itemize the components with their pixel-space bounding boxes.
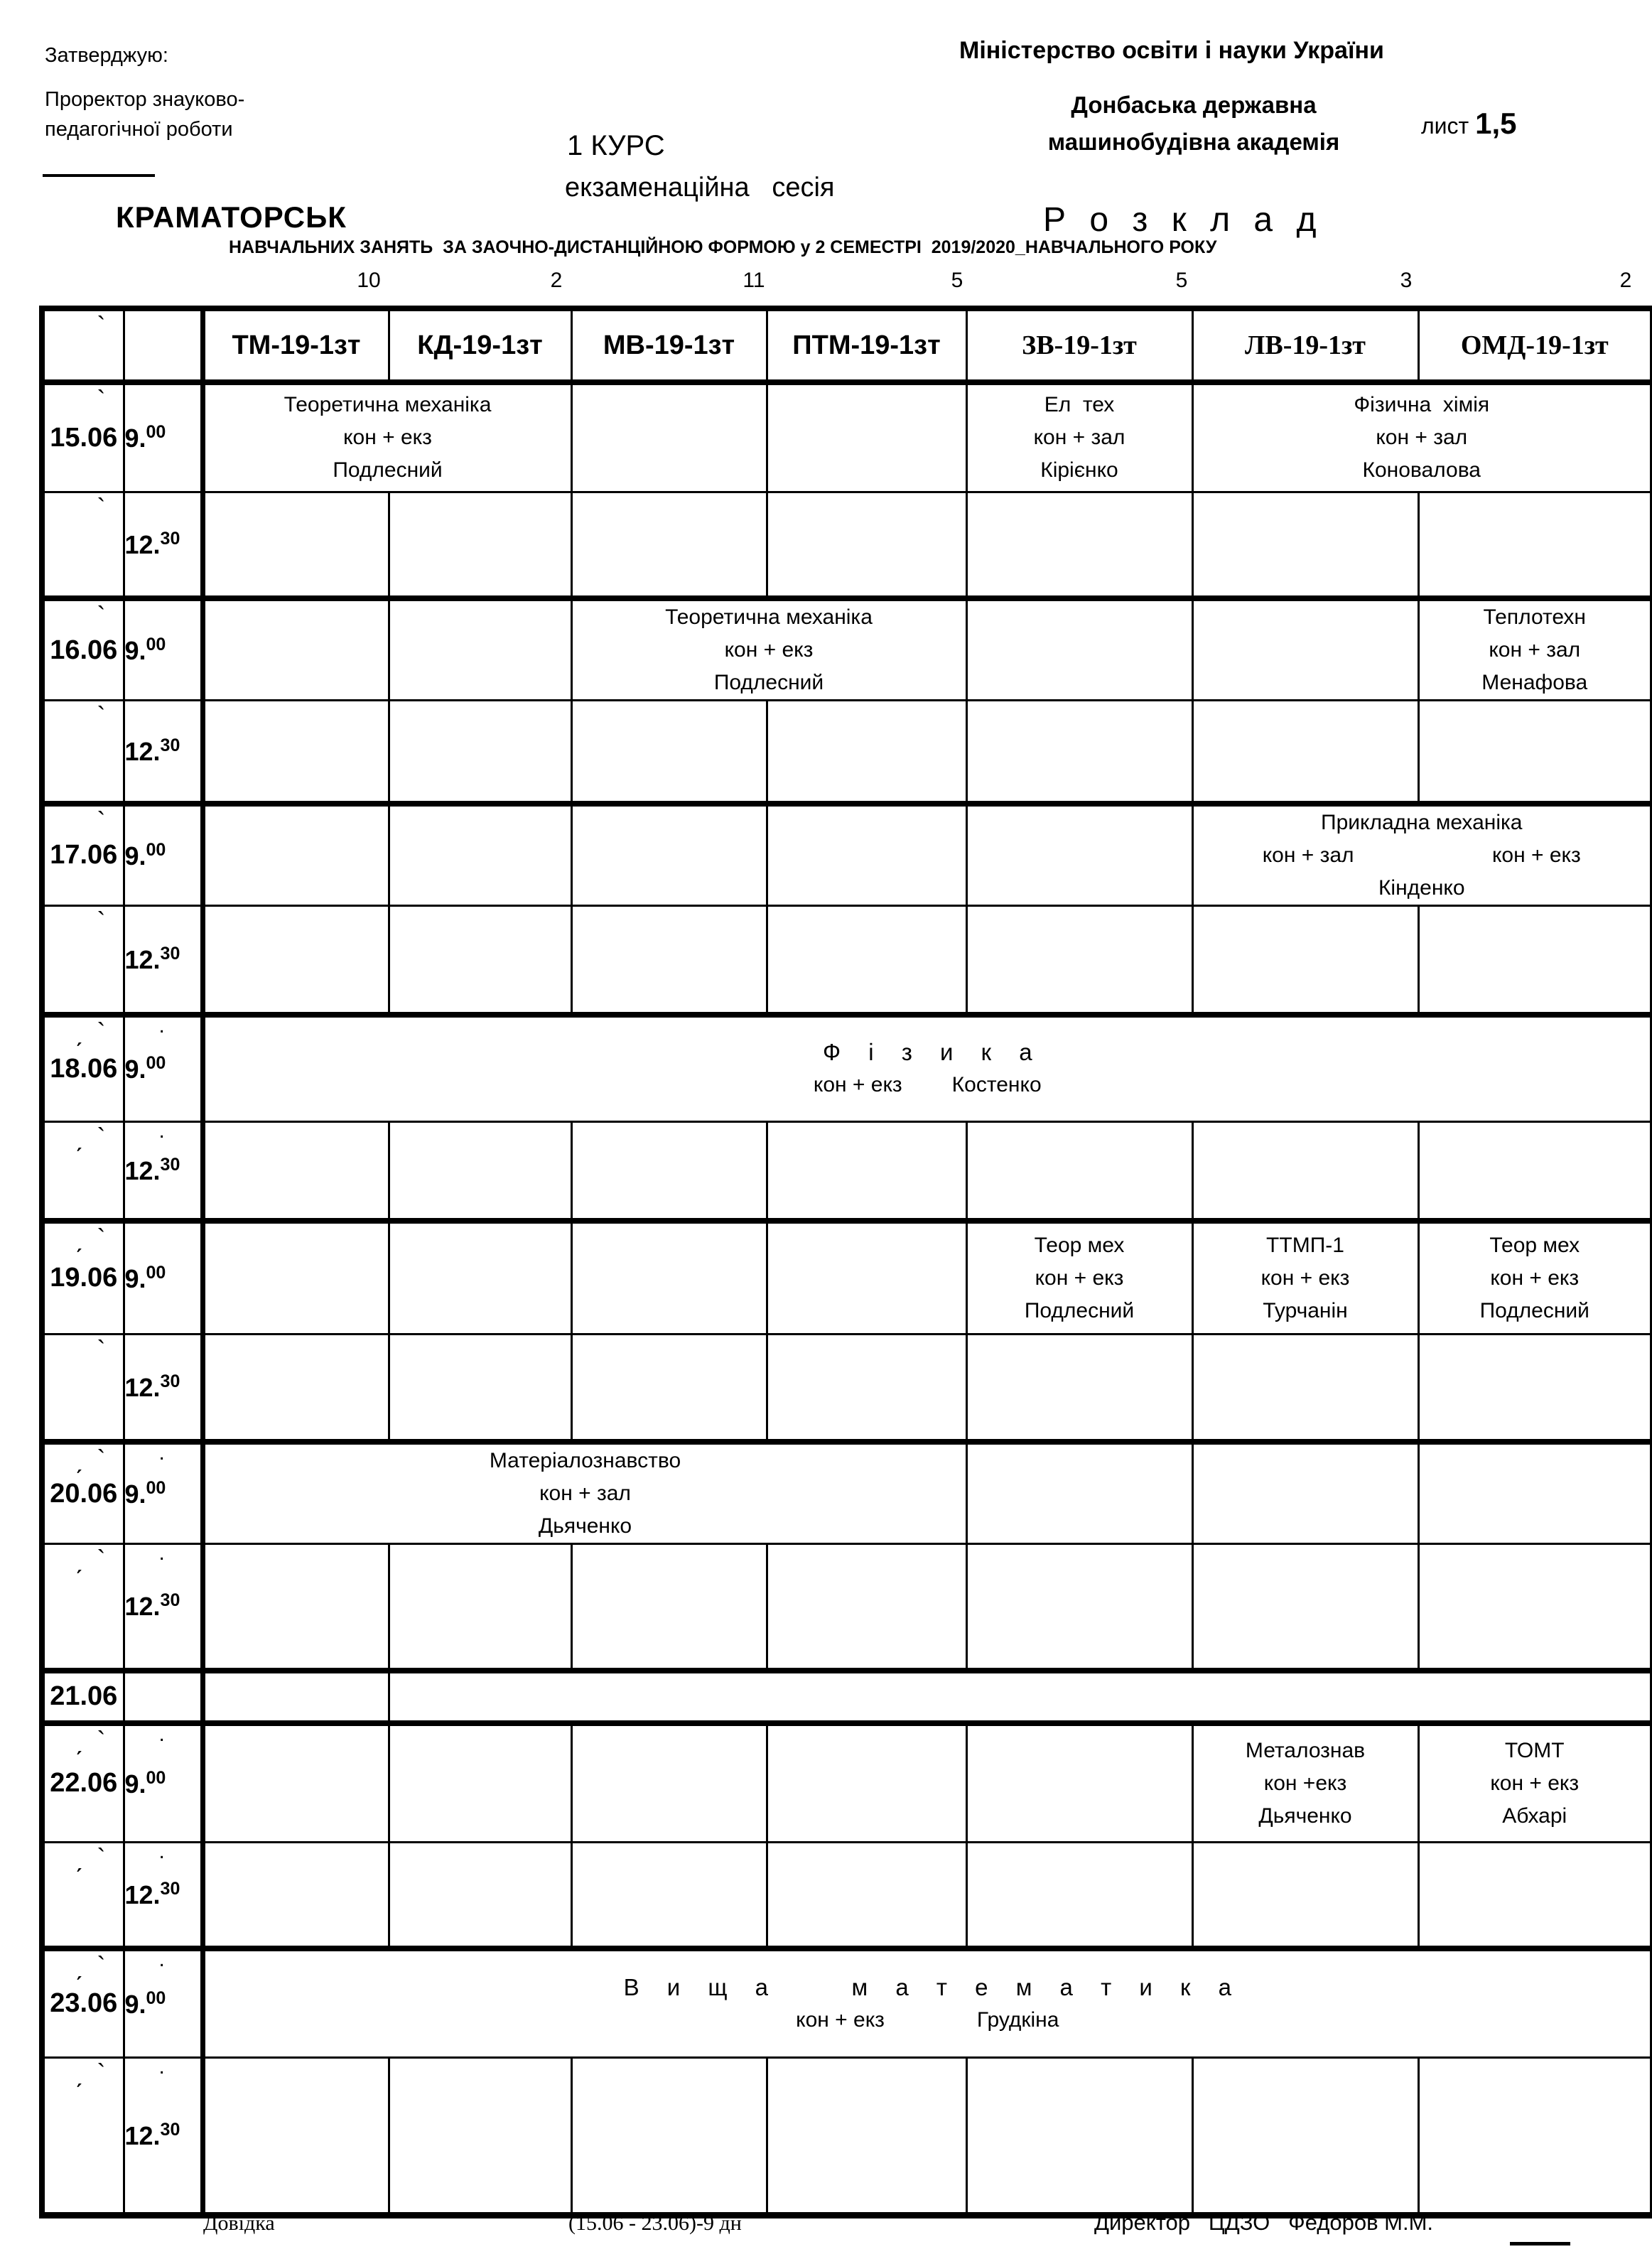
schedule-cell xyxy=(1418,598,1652,701)
time-cell xyxy=(124,1541,203,1671)
empty-cell xyxy=(767,905,966,1015)
document-title: Р о з к л а д xyxy=(1043,201,1317,239)
time-cell xyxy=(124,382,203,492)
empty-cell xyxy=(571,2058,767,2216)
time-label: 12. xyxy=(124,2121,161,2150)
date-cell xyxy=(42,1442,124,1544)
empty-cell xyxy=(571,1544,767,1671)
group-count: 2 xyxy=(550,269,563,292)
time-sup: 30 xyxy=(160,1154,180,1175)
empty-cell xyxy=(571,1843,767,1948)
time-cell xyxy=(124,1221,203,1334)
empty-cell xyxy=(203,1544,389,1671)
date-cell xyxy=(42,1544,124,1671)
empty-cell xyxy=(1418,701,1652,804)
empty-cell xyxy=(767,492,966,598)
time-sup: 30 xyxy=(160,2120,180,2140)
time-cell xyxy=(124,492,203,598)
form-right: кон + екз xyxy=(1491,843,1581,867)
dot-mark: . xyxy=(158,1722,165,1746)
empty-cell xyxy=(571,1723,767,1843)
teacher: Дьяченко xyxy=(538,1514,632,1538)
empty-cell xyxy=(389,804,571,906)
empty-cell xyxy=(571,804,767,906)
schedule-cell xyxy=(203,1442,966,1544)
empty-cell xyxy=(203,598,389,701)
time-label: 12. xyxy=(124,1155,161,1185)
teacher: Турчанін xyxy=(1263,1298,1348,1322)
empty-cell xyxy=(203,1121,389,1221)
date-cell xyxy=(42,1843,124,1948)
empty-cell xyxy=(389,905,571,1015)
date-cell xyxy=(42,905,124,1015)
empty-cell xyxy=(966,905,1192,1015)
empty-cell xyxy=(767,804,966,906)
time-cell xyxy=(124,701,203,804)
time-cell xyxy=(124,804,203,906)
time-label: 12. xyxy=(124,1880,161,1909)
time-label: 9. xyxy=(124,424,146,453)
empty-cell xyxy=(389,1723,571,1843)
teacher: Коновалова xyxy=(1362,458,1481,482)
empty-cell xyxy=(203,1723,389,1843)
session-label: екзаменаційна сесія xyxy=(565,173,835,203)
group-header-zv: ЗВ-19-1зт xyxy=(966,308,1192,382)
time-sup: 00 xyxy=(146,1262,166,1283)
form: кон + екз xyxy=(1035,1266,1124,1290)
date-label: 20.06 xyxy=(50,1478,118,1509)
teacher: Кірієнко xyxy=(1040,458,1118,482)
form: кон + екз xyxy=(1260,1266,1350,1290)
date-cell xyxy=(42,382,124,492)
date-cell xyxy=(42,492,124,598)
dot-mark: . xyxy=(158,1541,165,1565)
tick-mark: ˏ ` xyxy=(74,1951,106,1980)
signature-line xyxy=(43,174,155,177)
empty-cell xyxy=(203,1671,389,1723)
date-cell xyxy=(42,804,124,906)
empty-cell xyxy=(966,701,1192,804)
tick-mark: ` xyxy=(97,385,106,414)
empty-cell xyxy=(389,598,571,701)
empty-cell xyxy=(203,905,389,1015)
footer-director-signature: Директор ЦДЗО Федоров М.М. xyxy=(1094,2210,1434,2235)
time-sup: 00 xyxy=(146,1767,166,1788)
date-label: 17.06 xyxy=(50,840,118,870)
group-header-mv: МВ-19-1зт xyxy=(571,308,767,382)
tick-mark: ` xyxy=(97,806,106,836)
empty-cell xyxy=(571,1334,767,1442)
empty-cell xyxy=(767,1544,966,1671)
subject: Теор мех xyxy=(1489,1233,1580,1257)
course-label: 1 КУРС xyxy=(567,130,665,161)
schedule-cell xyxy=(1418,1221,1652,1334)
time-cell xyxy=(124,1442,203,1544)
date-label: 15.06 xyxy=(50,422,118,453)
empty-cell xyxy=(767,1843,966,1948)
dot-mark: . xyxy=(158,1441,165,1465)
empty-cell xyxy=(1418,1334,1652,1442)
dot-mark: . xyxy=(158,1947,165,1971)
signature-underline xyxy=(1510,2242,1570,2245)
empty-cell xyxy=(571,492,767,598)
empty-cell xyxy=(966,1843,1192,1948)
schedule-cell xyxy=(203,382,571,492)
time-cell xyxy=(124,1671,203,1723)
schedule-cell xyxy=(1192,1723,1418,1843)
empty-cell xyxy=(203,804,389,906)
tick-mark: ˏ ` xyxy=(74,1018,106,1047)
time-sup: 00 xyxy=(146,422,166,443)
time-cell xyxy=(124,1015,203,1121)
time-label: 9. xyxy=(124,636,146,665)
empty-cell xyxy=(203,2058,389,2216)
date-label: 23.06 xyxy=(50,1988,118,2019)
group-count: 10 xyxy=(357,269,381,292)
date-cell xyxy=(42,1334,124,1442)
empty-cell xyxy=(203,701,389,804)
teacher: Подлесний xyxy=(1479,1298,1589,1322)
time-label: 9. xyxy=(124,1263,146,1293)
date-cell xyxy=(42,598,124,701)
dot-mark: . xyxy=(158,2055,165,2079)
empty-cell xyxy=(1418,905,1652,1015)
academy-line1: Донбаська державна xyxy=(1071,92,1317,118)
document-subtitle: НАВЧАЛЬНИХ ЗАНЯТЬ ЗА ЗАОЧНО-ДИСТАНЦІЙНОЮ ФОРМОЮ у 2 СЕМЕСТРІ 2019/2020_НАВЧАЛЬНОГО РОКУ xyxy=(229,237,1217,257)
teacher: Кінденко xyxy=(1378,875,1465,900)
teacher: Грудкіна xyxy=(976,2007,1059,2032)
date-label: 19.06 xyxy=(50,1263,118,1293)
empty-cell xyxy=(767,1723,966,1843)
empty-cell xyxy=(767,701,966,804)
time-cell xyxy=(124,905,203,1015)
teacher: Менафова xyxy=(1481,671,1588,694)
group-count: 11 xyxy=(743,269,765,292)
subject: Теоретична механіка xyxy=(284,393,492,417)
empty-cell xyxy=(767,1334,966,1442)
subject: Теплотехн xyxy=(1483,605,1586,629)
empty-cell xyxy=(966,1723,1192,1843)
teacher: Подлесний xyxy=(333,458,443,482)
empty-cell xyxy=(571,701,767,804)
subject: В и щ а м а т е м а т и к а xyxy=(623,1973,1231,2000)
tick-mark: ˏ ` xyxy=(74,1725,106,1755)
schedule-cell xyxy=(1418,1723,1652,1843)
group-header-lv: ЛВ-19-1зт xyxy=(1192,308,1418,382)
time-label: 12. xyxy=(124,1372,161,1402)
empty-cell xyxy=(389,1121,571,1221)
time-sup: 00 xyxy=(146,1053,166,1074)
tick-mark: ˏ ` xyxy=(74,1445,106,1474)
group-header-omd: ОМД-19-1зт xyxy=(1418,308,1652,382)
empty-cell xyxy=(1192,1843,1418,1948)
form: кон + екз xyxy=(796,2007,885,2032)
tick-mark: ˏ ` xyxy=(74,1122,106,1152)
teacher: Подлесний xyxy=(1024,1298,1135,1322)
group-count: 2 xyxy=(1619,269,1632,292)
form: кон + зал xyxy=(1489,638,1581,662)
sheet-value: 1,5 xyxy=(1475,107,1517,140)
empty-cell xyxy=(571,905,767,1015)
subject: Ел тех xyxy=(1044,393,1115,417)
empty-cell xyxy=(767,382,966,492)
group-header-kd: КД-19-1зт xyxy=(389,308,571,382)
empty-cell xyxy=(389,1334,571,1442)
empty-cell xyxy=(966,804,1192,906)
subject: Матеріалознавство xyxy=(489,1449,681,1472)
tick-mark: ˏ ` xyxy=(74,1843,106,1872)
footer-reference-label: Довідка xyxy=(203,2211,275,2235)
empty-cell xyxy=(1192,905,1418,1015)
tick-mark: ˏ ` xyxy=(74,1545,106,1574)
date-cell xyxy=(42,1015,124,1121)
time-sup: 30 xyxy=(160,1878,180,1899)
form: кон + екз xyxy=(724,638,814,662)
empty-cell xyxy=(1418,1121,1652,1221)
time-sup: 30 xyxy=(160,735,180,755)
group-count: 3 xyxy=(1400,269,1413,292)
group-count: 5 xyxy=(951,269,963,292)
time-cell xyxy=(124,1948,203,2058)
subject: Ф і з и к а xyxy=(822,1039,1032,1066)
time-sup: 30 xyxy=(160,943,180,964)
empty-cell xyxy=(1192,598,1418,701)
empty-cell xyxy=(966,1334,1192,1442)
form: кон +екз xyxy=(1263,1771,1347,1795)
time-label: 12. xyxy=(124,529,161,559)
empty-cell xyxy=(966,2058,1192,2216)
subject: ТОМТ xyxy=(1504,1738,1565,1762)
form: кон + екз xyxy=(1490,1771,1580,1795)
empty-cell xyxy=(203,1221,389,1334)
subject: Фізична хімія xyxy=(1354,393,1490,417)
schedule-cell xyxy=(203,1015,1652,1121)
time-sup: 00 xyxy=(146,635,166,654)
time-label: 9. xyxy=(124,1479,146,1509)
city-label: КРАМАТОРСЬК xyxy=(116,200,347,234)
approve-label: Затверджую: xyxy=(45,44,168,67)
time-sup: 00 xyxy=(146,1478,166,1498)
group-count: 5 xyxy=(1175,269,1188,292)
date-cell xyxy=(42,1221,124,1334)
time-label: 12. xyxy=(124,944,161,974)
time-label: 12. xyxy=(124,736,161,766)
schedule-cell xyxy=(1192,1221,1418,1334)
approver-line2: педагогічної роботи xyxy=(45,118,233,141)
teacher: Подлесний xyxy=(713,671,824,694)
time-cell xyxy=(124,2055,203,2216)
date-cell xyxy=(42,2058,124,2216)
empty-cell xyxy=(767,2058,966,2216)
schedule-cell xyxy=(1192,804,1652,906)
time-sup: 30 xyxy=(160,1590,180,1611)
dot-mark: . xyxy=(158,1014,165,1037)
empty-cell xyxy=(389,1843,571,1948)
time-label: 9. xyxy=(124,1055,146,1084)
empty-cell xyxy=(1192,1442,1418,1544)
schedule-table xyxy=(39,306,1652,2218)
empty-cell xyxy=(571,382,767,492)
empty-cell xyxy=(389,1544,571,1671)
sheet-number xyxy=(1421,107,1516,141)
tick-mark: ` xyxy=(97,1335,106,1364)
footer-date-range: (15.06 - 23.06)-9 дн xyxy=(568,2211,742,2235)
empty-cell xyxy=(571,1221,767,1334)
time-cell xyxy=(124,1334,203,1442)
empty-cell xyxy=(203,492,389,598)
form: кон + екз xyxy=(1490,1266,1580,1290)
empty-cell xyxy=(389,1221,571,1334)
schedule-cell xyxy=(203,1948,1652,2058)
time-label: 12. xyxy=(124,1592,161,1622)
tick-mark: ` xyxy=(97,311,106,340)
empty-cell xyxy=(203,1334,389,1442)
date-label: 21.06 xyxy=(50,1681,118,1711)
form: кон + екз xyxy=(813,1073,902,1097)
corner-date-cell xyxy=(42,308,124,382)
form: кон + екз xyxy=(343,426,432,450)
schedule-cell xyxy=(1192,382,1652,492)
time-label: 9. xyxy=(124,1769,146,1799)
form: кон + зал xyxy=(1033,426,1125,450)
time-cell xyxy=(124,1723,203,1843)
time-sup: 30 xyxy=(160,1371,180,1391)
approver-line1: Проректор знауково- xyxy=(45,88,245,111)
academy-line2: машинобудівна академія xyxy=(1047,129,1340,155)
empty-cell xyxy=(1192,2058,1418,2216)
empty-cell xyxy=(1192,492,1418,598)
empty-cell xyxy=(1418,1544,1652,1671)
time-cell xyxy=(124,598,203,701)
form: кон + зал xyxy=(539,1482,631,1505)
empty-cell xyxy=(203,1843,389,1948)
date-cell xyxy=(42,1948,124,2058)
subject: Теоретична механіка xyxy=(665,605,873,629)
group-header-ptm: ПТМ-19-1зт xyxy=(767,308,966,382)
time-sup: 00 xyxy=(146,1988,166,2008)
empty-cell xyxy=(1418,2058,1652,2216)
empty-cell xyxy=(389,492,571,598)
empty-cell xyxy=(1192,1544,1418,1671)
empty-cell xyxy=(1418,1843,1652,1948)
time-sup: 30 xyxy=(160,528,180,549)
date-cell xyxy=(42,1121,124,1221)
empty-cell xyxy=(1418,1442,1652,1544)
tick-mark: ` xyxy=(97,601,106,630)
time-sup: 00 xyxy=(146,839,166,860)
empty-cell xyxy=(966,598,1192,701)
time-label: 9. xyxy=(124,841,146,870)
teacher: Костенко xyxy=(951,1073,1042,1097)
empty-cell xyxy=(1192,701,1418,804)
group-header-tm: ТМ-19-1зт xyxy=(203,308,389,382)
empty-cell xyxy=(767,1121,966,1221)
schedule-cell xyxy=(571,598,966,701)
empty-cell xyxy=(966,492,1192,598)
empty-cell xyxy=(767,1221,966,1334)
form-left: кон + зал xyxy=(1262,843,1354,867)
schedule-cell xyxy=(966,1221,1192,1334)
dot-mark: . xyxy=(158,1118,165,1143)
tick-mark: ` xyxy=(97,701,106,730)
subject: Теор мех xyxy=(1034,1233,1125,1257)
sheet-label: лист xyxy=(1421,113,1476,139)
empty-cell xyxy=(1192,1121,1418,1221)
form: кон + зал xyxy=(1376,426,1468,450)
time-cell xyxy=(124,1840,203,1948)
tick-mark: ` xyxy=(97,906,106,936)
date-cell xyxy=(42,1671,124,1723)
empty-cell xyxy=(966,1121,1192,1221)
date-label: 18.06 xyxy=(50,1053,118,1084)
ministry-label: Міністерство освіти і науки України xyxy=(959,37,1384,64)
subject: ТТМП-1 xyxy=(1266,1233,1344,1257)
date-cell xyxy=(42,701,124,804)
tick-mark: ˏ ` xyxy=(74,2059,106,2088)
empty-cell xyxy=(389,701,571,804)
empty-cell xyxy=(571,1121,767,1221)
academy-name xyxy=(966,87,1421,161)
dot-mark: . xyxy=(158,1840,165,1863)
empty-cell xyxy=(1418,492,1652,598)
subject: Прикладна механіка xyxy=(1321,810,1523,834)
empty-cell xyxy=(389,2058,571,2216)
date-cell xyxy=(42,1723,124,1843)
tick-mark: ` xyxy=(97,492,106,522)
corner-time-cell xyxy=(124,308,203,382)
empty-cell xyxy=(389,1671,1652,1723)
teacher: Абхарі xyxy=(1502,1804,1567,1828)
date-label: 22.06 xyxy=(50,1768,118,1799)
empty-cell xyxy=(966,1544,1192,1671)
tick-mark: ˏ ` xyxy=(74,1224,106,1253)
subject: Металознав xyxy=(1245,1738,1366,1762)
teacher: Дьяченко xyxy=(1258,1804,1352,1828)
date-label: 16.06 xyxy=(50,635,118,665)
time-label: 9. xyxy=(124,1989,146,2019)
schedule-cell xyxy=(966,382,1192,492)
time-cell xyxy=(124,1118,203,1221)
empty-cell xyxy=(966,1442,1192,1544)
empty-cell xyxy=(1192,1334,1418,1442)
